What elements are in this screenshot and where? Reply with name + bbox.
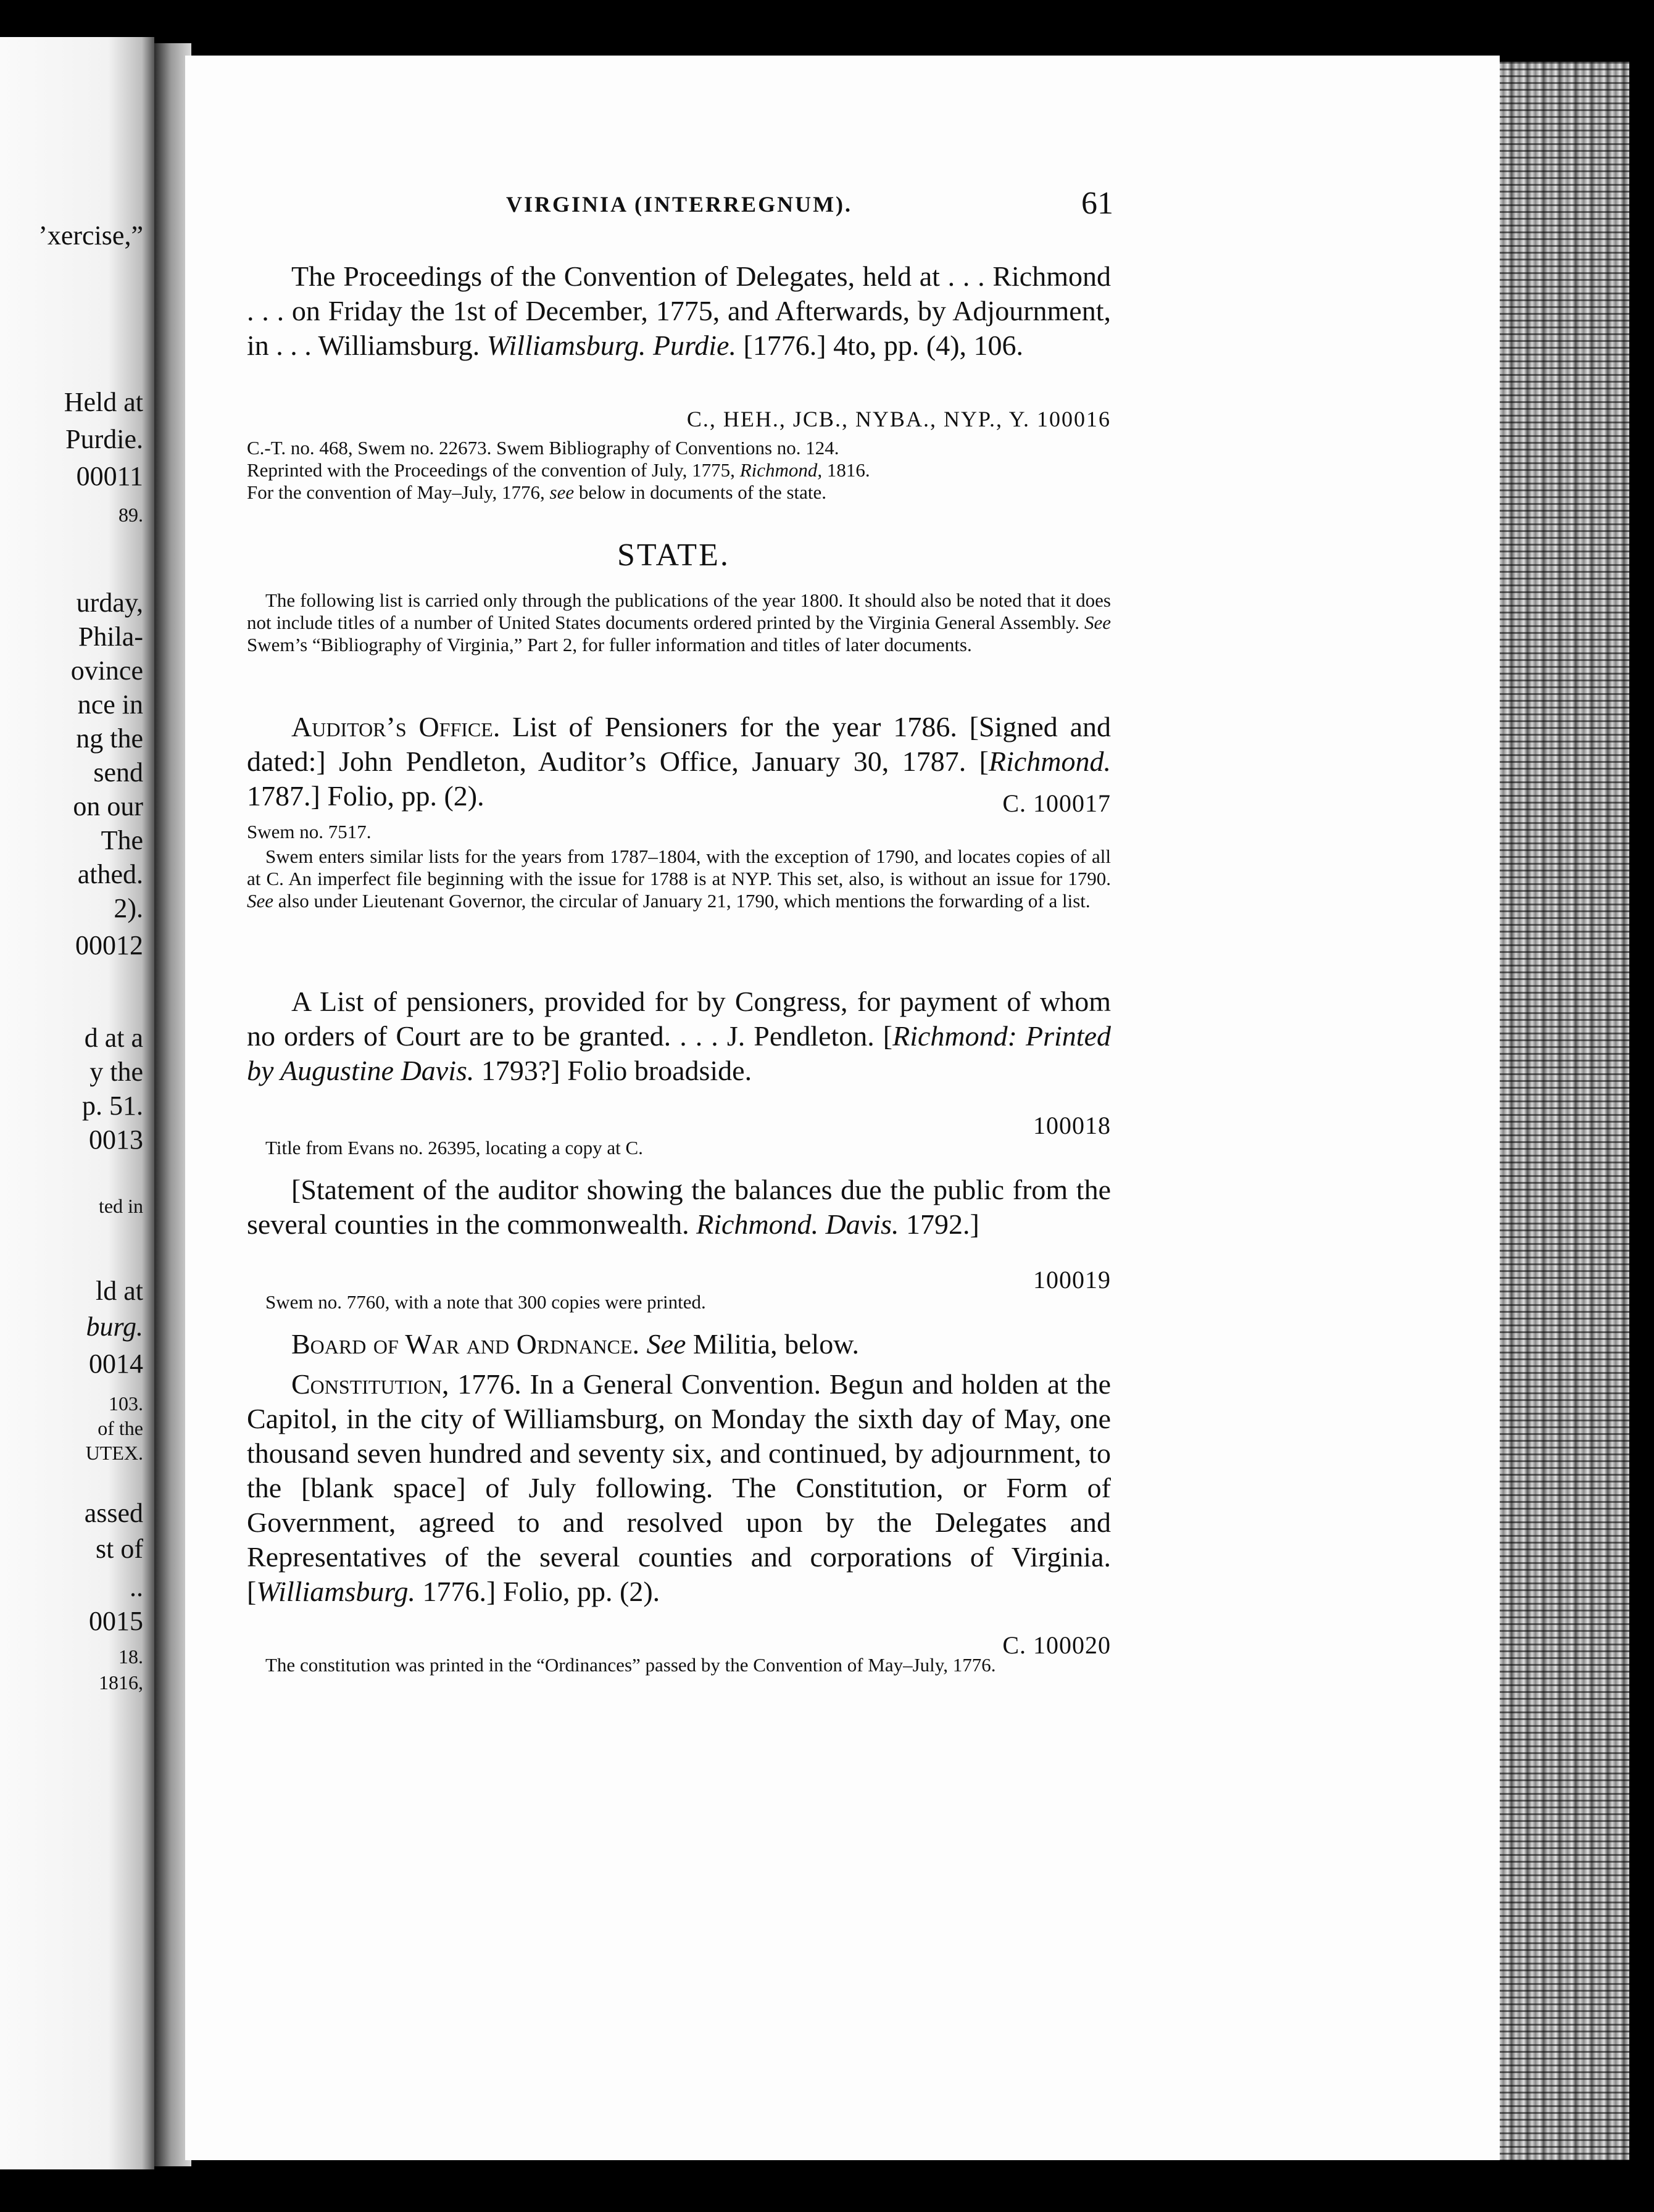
left-fragment: The <box>101 825 143 855</box>
left-fragment: ovince <box>70 655 143 686</box>
left-fragment: Phila- <box>78 622 143 652</box>
left-fragment: d at a <box>84 1023 143 1053</box>
entry-100017-text: Auditor’s Office. List of Pensioners for the year 1786. [Signed and dated:] John Pendleton, Auditor’s Office, January 30, 1787. [Richmond. 1787.] Folio, pp. (2). <box>247 711 1111 812</box>
left-fragment: .. <box>130 1572 143 1602</box>
left-fragment: Purdie. <box>65 424 143 454</box>
left-fragment: athed. <box>77 859 143 889</box>
left-fragment: 00011 <box>76 461 143 491</box>
left-fragment: UTEX. <box>85 1442 143 1464</box>
left-fragment: nce in <box>77 689 143 720</box>
entry-100016-locations: C., HEH., JCB., NYBA., NYP., Y. 100016 <box>686 407 1111 431</box>
entry-100017-note-1: Swem no. 7517. <box>247 821 372 842</box>
entry-100019-note: Swem no. 7760, with a note that 300 copies were printed. <box>265 1291 706 1313</box>
entry-100017-number: C. 100017 <box>1002 789 1111 817</box>
entry-100020-note: The constitution was printed in the “Ordinances” passed by the Convention of May–July, 1776. <box>265 1654 996 1676</box>
left-fragment: assed <box>84 1498 143 1528</box>
entry-100020-number: C. 100020 <box>1002 1631 1111 1659</box>
running-title: VIRGINIA (INTERREGNUM). <box>506 192 853 217</box>
left-fragment: 0014 <box>89 1349 143 1379</box>
entry-100016-text: The Proceedings of the Convention of Delegates, held at . . . Richmond . . . on Friday the 1st of December, 1775, and Afterwards, by Adjournment, in . . . Williamsburg. Williamsburg. Purdie. [1776.] 4to, pp. (4), 106. <box>247 260 1111 361</box>
page-number: 61 <box>1081 186 1113 221</box>
left-fragment: 18. <box>118 1645 143 1668</box>
left-fragment: 2). <box>114 893 143 923</box>
left-fragment: 0015 <box>89 1606 143 1636</box>
left-fragment: 00012 <box>75 930 143 960</box>
left-fragment: y the <box>89 1057 143 1087</box>
section-heading: STATE. <box>617 538 730 573</box>
left-fragment: urday, <box>76 588 143 618</box>
left-fragment: ld at <box>96 1276 143 1306</box>
left-fragment: p. 51. <box>82 1091 143 1121</box>
left-fragment: on our <box>73 791 143 821</box>
entry-100018-note: Title from Evans no. 26395, locating a copy at C. <box>265 1137 643 1158</box>
left-fragment: send <box>93 757 143 788</box>
left-fragment: Held at <box>64 387 143 417</box>
entry-100019-text: [Statement of the auditor showing the balances due the public from the several counties in the commonwealth. Richmond. Davis. 1792.] <box>247 1174 1111 1240</box>
left-fragment: of the <box>98 1417 143 1439</box>
board-of-war-entry: Board of War and Ordnance. See Militia, below. <box>291 1328 860 1360</box>
entry-100017-note-2: Swem enters similar lists for the years from 1787–1804, with the exception of 1790, and locates copies of all at C. An imperfect file beginning with the issue for 1788 is at NYP. This set, also, is without an issue for 1790. See also under Lieutenant Governor, the circular of January 21, 1790, which mentions the forwarding of a list. <box>247 846 1111 912</box>
left-fragment: ng the <box>76 723 143 754</box>
left-fragment: ted in <box>99 1195 143 1217</box>
entry-100018-text: A List of pensioners, provided for by Congress, for payment of whom no orders of Court are to be granted. . . . J. Pendleton. [Richmond: Printed by Augustine Davis. 1793?] Folio broadside. <box>247 986 1111 1086</box>
entry-100018-number: 100018 <box>1033 1112 1111 1139</box>
left-fragment: ’xercise,” <box>38 220 143 251</box>
left-fragment: 1816, <box>99 1671 143 1694</box>
entry-100016-notes: C.-T. no. 468, Swem no. 22673. Swem Bibliography of Conventions no. 124. Reprinted with the Proceedings of the convention of July, 1775, Richmond, 1816. For the convention of May–July, 1776, see below in documents of the state. <box>247 437 870 503</box>
left-fragment: 89. <box>118 504 143 526</box>
left-fragment: 0013 <box>89 1125 143 1155</box>
entry-100020-text: Constitution, 1776. In a General Convention. Begun and holden at the Capitol, in the city of Williamsburg, on Monday the sixth day of May, one thousand seven hundred and seventy six, and continued, by adjournment, to the [blank space] of July following. The Constitution, or Form of Government, agreed to and resolved upon by the Delegates and Representatives of the several counties and corporations of Virginia. [Williamsburg. 1776.] Folio, pp. (2). <box>247 1368 1111 1607</box>
state-intro-note: The following list is carried only through the publications of the year 1800. It should also be noted that it does not include titles of a number of United States documents ordered printed by the Virginia General Assembly. See Swem’s “Bibliography of Virginia,” Part 2, for fuller information and titles of later documents. <box>247 589 1111 655</box>
page <box>185 56 1500 2160</box>
left-fragment: st of <box>96 1534 143 1564</box>
left-fragment: 103. <box>109 1392 143 1415</box>
facing-page <box>0 37 154 2169</box>
entry-100019-number: 100019 <box>1033 1266 1111 1294</box>
left-fragment: burg. <box>86 1312 143 1342</box>
page-edges <box>1500 62 1629 2160</box>
